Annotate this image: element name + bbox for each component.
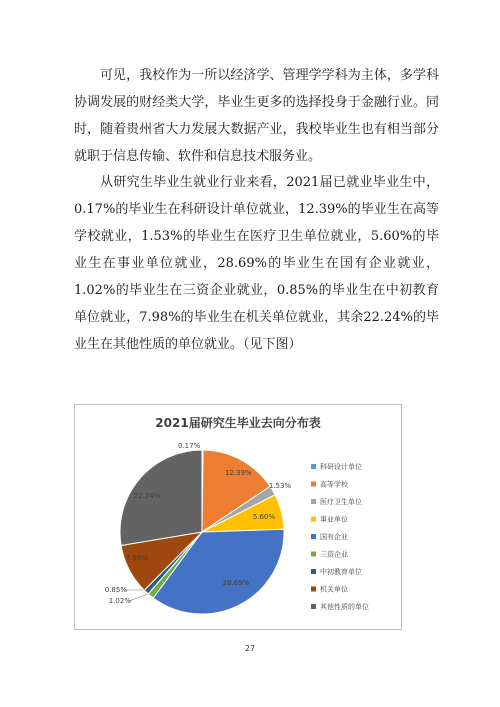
legend-swatch-9: [311, 604, 316, 609]
page-number: 27: [244, 644, 256, 653]
legend-swatch-7: [311, 569, 316, 574]
legend-label-5: 国有企业: [320, 533, 348, 541]
data-label-4: 5.60%: [252, 513, 276, 521]
legend-swatch-8: [311, 587, 316, 592]
chart-title: 2021届研究生毕业去向分布表: [155, 416, 321, 430]
legend-label-7: 中初教育单位: [320, 568, 362, 576]
data-label-9: 22.24%: [133, 492, 161, 500]
data-label-5: 28.69%: [222, 579, 250, 587]
legend-label-3: 医疗卫生单位: [320, 498, 362, 506]
legend-swatch-4: [311, 517, 316, 522]
data-label-3: 1.53%: [268, 482, 292, 490]
data-label-6: 1.02%: [108, 597, 131, 605]
data-label-2: 12.39%: [225, 469, 252, 477]
pie-chart-canvas: [75, 405, 401, 629]
legend-label-1: 科研设计单位: [320, 463, 362, 471]
legend-swatch-5: [311, 534, 316, 539]
legend-label-6: 三资企业: [320, 550, 348, 559]
pie-chart: [74, 404, 402, 630]
pie-slice-9: [120, 450, 202, 546]
legend-label-8: 机关单位: [320, 585, 348, 594]
legend-label-4: 事业单位: [320, 515, 348, 524]
legend-swatch-2: [311, 482, 316, 487]
legend-label-2: 高等学校: [320, 480, 348, 489]
data-label-1: 0.17%: [178, 442, 201, 450]
legend-swatch-1: [311, 464, 316, 469]
paragraph-intro: 可见，我校作为一所以经济学、管理学学科为主体，多学科协调发展的财经类大学，毕业生更多的选择投身于金融行业。同时，随着贵州省大力发展大数据产业，我校毕业生也有相当部分就职于信息传输、软件和信息技术服务业。: [74, 68, 439, 164]
paragraph-employment: 从研究生毕业生就业行业来看，2021届已就业毕业生中，0.17%的毕业生在科研设计单位就业，12.39%的毕业生在高等学校就业，1.53%的毕业生在医疗卫生单位就业，5.60%的毕业生在事业单位就业，28.69%的毕业生在国有企业就业，1.02%的毕业生在三资企业就业，0.85%的毕业生在中初教育单位就业，7.98%的毕业生在机关单位就业，其余22.24%的毕业生在其他性质的单位就业。（见下图）: [74, 175, 439, 352]
legend-label-9: 其他性质的单位: [320, 603, 369, 611]
data-label-7: 0.85%: [104, 586, 127, 594]
legend-swatch-6: [311, 552, 316, 557]
legend-swatch-3: [311, 499, 316, 504]
leader-line: [129, 594, 148, 601]
data-label-8: 7.98%: [125, 554, 149, 562]
